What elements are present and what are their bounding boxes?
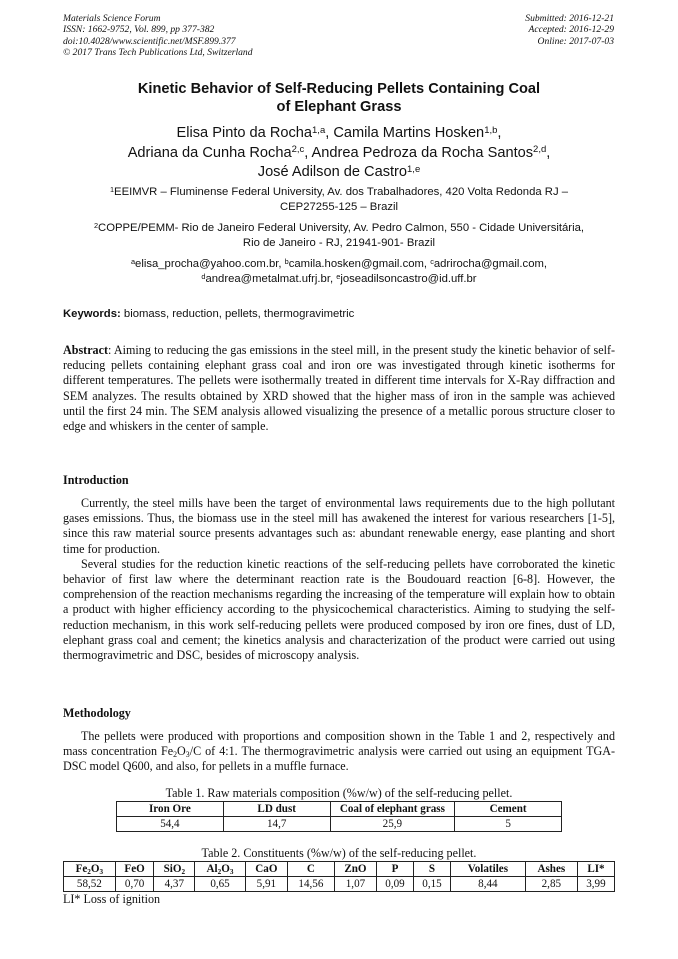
abstract-label: Abstract <box>63 343 109 357</box>
author-affiliation-mark: 2,c <box>291 144 305 156</box>
title-line-2: of Elephant Grass <box>276 99 402 115</box>
email-link[interactable]: adrirocha@gmail.com <box>433 258 544 270</box>
author-affiliation-mark: 2,d <box>533 144 547 156</box>
email-link[interactable]: camila.hosken@gmail.com <box>288 258 424 270</box>
table-header-cell: LD dust <box>223 802 330 817</box>
table-row <box>117 817 562 832</box>
table-cell: 0,09 <box>376 877 413 892</box>
table-footnote: LI* Loss of ignition <box>63 892 161 906</box>
author-name: Elisa Pinto da Rocha <box>176 125 313 141</box>
affiliation-1 <box>63 185 615 215</box>
table-cell: 0,65 <box>195 877 246 892</box>
copyright-line: © 2017 Trans Tech Publications Ltd, Switzerland <box>63 46 253 58</box>
author-name: Camila Martins Hosken <box>333 125 485 141</box>
table-1 <box>116 801 562 832</box>
paper-title <box>63 80 615 116</box>
paragraph: Several studies for the reduction kinetic reactions of the self-reducing pellets have corroborated the kinetic behavior of first law where the determinant reaction rate is the Boudouard reaction [6-8]. However, the comprehension of the reaction mechanisms regarding the increasing of the temperature will explain how to obtain a product with higher efficiency according to the physicochemical characteristics. Aiming to studying the self-reduction mechanism, in this work self-reducing pellets were produced composed by iron ore fines, dust of LD, elephant grass coal and cement; the kinetics analysis and characterization of the product were carried out using thermogravimetric and DSC, besides of microscopy analysis. <box>63 556 615 663</box>
table-cell: 5,91 <box>245 877 287 892</box>
table-cell: 25,9 <box>330 817 455 832</box>
email-link[interactable]: elisa_procha@yahoo.com.br <box>135 258 279 270</box>
table-header-cell: SiO$_2$ <box>154 862 195 877</box>
table-header-cell: P <box>376 862 413 877</box>
table-header-cell: Iron Ore <box>117 802 224 817</box>
table-header-cell: LI* <box>577 862 614 877</box>
paragraph: The pellets were produced with proportions and composition shown in the Table 1 and 2, respectively and mass concentration $Fe_2O_3/C$ of 4:1. The thermogravimetric analysis were carried out using an equipment TGA-DSC model Q600, and also, for pellets in a muffle furnace. <box>63 729 615 774</box>
journal-header-right <box>525 13 614 47</box>
table-header-cell: $Fe_2O_3$ <box>64 862 116 877</box>
table-header-cell: Cement <box>455 802 562 817</box>
introduction-body <box>63 496 615 663</box>
affiliation-text: EEIMVR – Fluminense Federal University, Av. dos Trabalhadores, 420 Volta Redonda RJ – <box>114 186 569 198</box>
table-header-cell: ZnO <box>334 862 376 877</box>
journal-header-left <box>63 13 253 58</box>
table-cell: 8,44 <box>450 877 525 892</box>
author-name: Adriana da Cunha Rocha <box>127 144 292 161</box>
table-header-cell: C <box>287 862 334 877</box>
author-affiliation-mark: 1,a <box>312 124 326 136</box>
author-name: José Adilson de Castro <box>257 164 408 180</box>
section-heading-introduction: Introduction <box>63 473 129 487</box>
submitted-date: Submitted: 2016-12-21 <box>525 13 614 24</box>
table-2 <box>63 861 615 892</box>
paragraph: Currently, the steel mills have been the target of environmental laws requirements due to the high pollutant gases emissions. Thus, the biomass use in the steel mill has awakened the interest for various researchers [1-5], since this raw material source presents advantages such as: abundant renewable energy, ease planting and short time for production. <box>63 496 615 556</box>
author-name: Andrea Pedroza da Rocha Santos <box>311 144 534 161</box>
email-link[interactable]: andrea@metalmat.ufrj.br <box>205 273 330 285</box>
table-header-row <box>117 802 562 817</box>
table-cell: 14,7 <box>223 817 330 832</box>
table-header-cell: CaO <box>245 862 287 877</box>
section-heading-methodology: Methodology <box>63 706 131 720</box>
table-cell: 58,52 <box>64 877 116 892</box>
table-header-cell: S <box>413 862 450 877</box>
table-header-cell: $Al_2O_3$ <box>195 862 246 877</box>
author-affiliation-mark: 1,e <box>407 163 421 175</box>
affiliation-number: 1 <box>109 184 115 194</box>
keywords-label: Keywords: <box>63 308 121 320</box>
affiliation-text: COPPE/PEMM- Rio de Janeiro Federal University, Av. Pedro Calmon, 550 - Cidade Universitária, <box>98 222 585 234</box>
table-cell: 4,37 <box>154 877 195 892</box>
affiliation-text: Rio de Janeiro - RJ, 21941-901- Brazil <box>242 237 436 249</box>
table-2-caption: Table 2. Constituents (%w/w) of the self-reducing pellet. <box>201 846 477 860</box>
author-affiliation-mark: 1,b <box>484 124 498 136</box>
accepted-date: Accepted: 2016-12-29 <box>528 24 614 36</box>
affiliation-2 <box>63 221 615 251</box>
keywords <box>63 307 615 321</box>
table-header-row <box>64 862 615 877</box>
table-cell: 54,4 <box>117 817 224 832</box>
table-header-cell: FeO <box>115 862 154 877</box>
table-cell: 5 <box>455 817 562 832</box>
email-list: $^a$elisa_procha@yahoo.com.br, $^b$camila.hosken@gmail.com, $^c$adrirocha@gmail.com, $^d$andrea@metalmat.ufrj.br, $^e$joseadilsoncastro@id.uff.br <box>130 256 548 285</box>
affiliation-number: 2 <box>93 220 99 230</box>
table-1-caption: Table 1. Raw materials composition (%w/w) of the self-reducing pellet. <box>165 786 513 800</box>
doi-line: doi:10.4028/www.scientific.net/MSF.899.377 <box>63 35 236 47</box>
table-cell: 2,85 <box>525 877 577 892</box>
journal-name: Materials Science Forum <box>63 13 161 24</box>
issn-line: ISSN: 1662-9752, Vol. 899, pp 377-382 <box>63 24 215 36</box>
table-cell: 0,70 <box>115 877 154 892</box>
email-link[interactable]: joseadilsoncastro@id.uff.br <box>340 273 477 285</box>
table-cell: 1,07 <box>334 877 376 892</box>
table-cell: 3,99 <box>577 877 614 892</box>
methodology-body <box>63 729 615 775</box>
abstract <box>63 343 615 434</box>
table-header-cell: Coal of elephant grass <box>330 802 455 817</box>
table-row <box>64 877 615 892</box>
table-cell: 14,56 <box>287 877 334 892</box>
keywords-text: biomass, reduction, pellets, thermogravimetric <box>123 308 355 320</box>
author-list: Elisa Pinto da Rocha$^{1,a}$, Camila Martins Hosken$^{1,b}$, Adriana da Cunha Rocha$^{2,c}$, Andrea Pedroza da Rocha Santos$^{2,d}$, José Adilson de Castro$^{1,e}$ <box>127 124 551 180</box>
table-header-cell: Volatiles <box>450 862 525 877</box>
abstract-text: : Aiming to reducing the gas emissions in the steel mill, in the present study the kinetic behavior of self-reducing pellets containing elephant grass coal and iron ore was investigated through kinetic isotherms for different temperatures. The pellets were isothermally treated in different time intervals for X-Ray diffraction and SEM analyzes. The results obtained by XRD showed that the higher mass of iron in the sample was achieved until the first 24 min. The SEM analysis allowed visualizing the presence of a metallic porous structure closer to edge and whiskers in the center of sample. <box>63 343 615 434</box>
table-cell: 0,15 <box>413 877 450 892</box>
title-line-1: Kinetic Behavior of Self-Reducing Pellets Containing Coal <box>137 81 541 97</box>
affiliation-text: CEP27255-125 – Brazil <box>279 201 399 213</box>
online-date: Online: 2017-07-03 <box>537 35 614 47</box>
table-header-cell: Ashes <box>525 862 577 877</box>
